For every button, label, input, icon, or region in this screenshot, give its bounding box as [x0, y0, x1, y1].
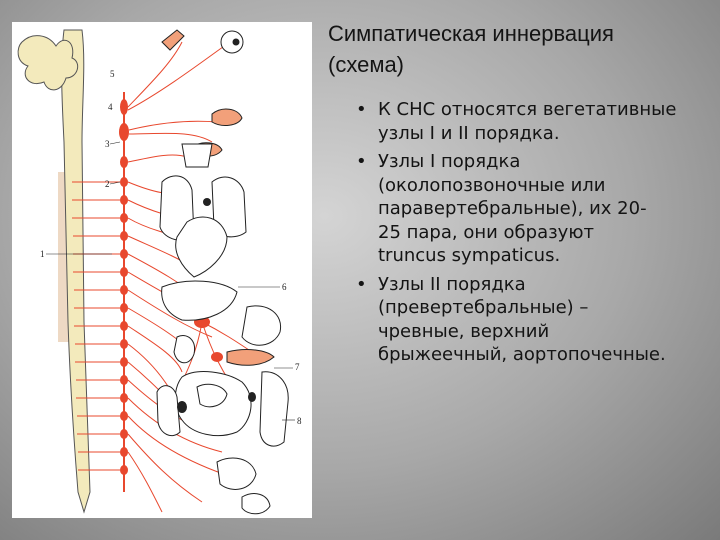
bullet-dot-icon: • — [356, 273, 367, 295]
intestines — [175, 372, 251, 436]
bullet-dot-icon: • — [356, 151, 367, 172]
bullet-item — [356, 273, 706, 367]
kidney — [174, 336, 195, 363]
bullet-line: паравертебральные), их 20- — [378, 198, 647, 219]
figure-label-3: 3 — [105, 139, 110, 149]
bullet-line: Узлы I порядка — [378, 151, 521, 172]
bullet-line: брыжеечный, аортопочечные. — [378, 344, 666, 365]
bullet-item — [356, 98, 706, 145]
bullet-line: truncus sympaticus. — [378, 245, 561, 266]
bullet-line: (превертебральные) – — [378, 297, 589, 318]
figure-label-4: 4 — [108, 102, 113, 112]
pancreas — [227, 350, 274, 366]
bullet-item — [356, 150, 706, 268]
liver — [162, 281, 237, 320]
figure-label-5: 5 — [110, 69, 115, 79]
bullet-list — [356, 98, 706, 372]
organs — [157, 30, 288, 514]
title-line-1: Симпатическая иннервация — [328, 21, 614, 46]
bullet-line: чревные, верхний — [378, 320, 550, 342]
stomach — [242, 306, 281, 345]
bullet-dot-icon: • — [356, 99, 367, 120]
figure-label-2: 2 — [105, 179, 110, 189]
pelvic-organ — [242, 494, 270, 514]
bullet-line: Узлы II порядка — [378, 273, 526, 295]
salivary-gland — [212, 109, 242, 125]
bullet-line: 25 пара, они образуют — [378, 221, 594, 243]
figure-label-1: 1 — [40, 249, 45, 259]
bullet-line: узлы I и II порядка. — [378, 122, 560, 144]
eye — [221, 31, 243, 53]
bladder — [217, 458, 256, 489]
bullet-line: (околопозвоночные или — [378, 174, 606, 196]
figure-label-6: 6 — [282, 282, 287, 292]
colon — [260, 372, 288, 446]
figure-label-8: 8 — [297, 416, 302, 426]
figure-label-7: 7 — [295, 362, 300, 372]
larynx — [182, 144, 212, 167]
bullet-line: К СНС относятся вегетативные — [378, 99, 677, 120]
slide-title — [328, 18, 698, 80]
head-vessel — [162, 30, 184, 50]
sympathetic-innervation-diagram — [12, 22, 312, 518]
title-line-2: (схема) — [328, 52, 405, 77]
